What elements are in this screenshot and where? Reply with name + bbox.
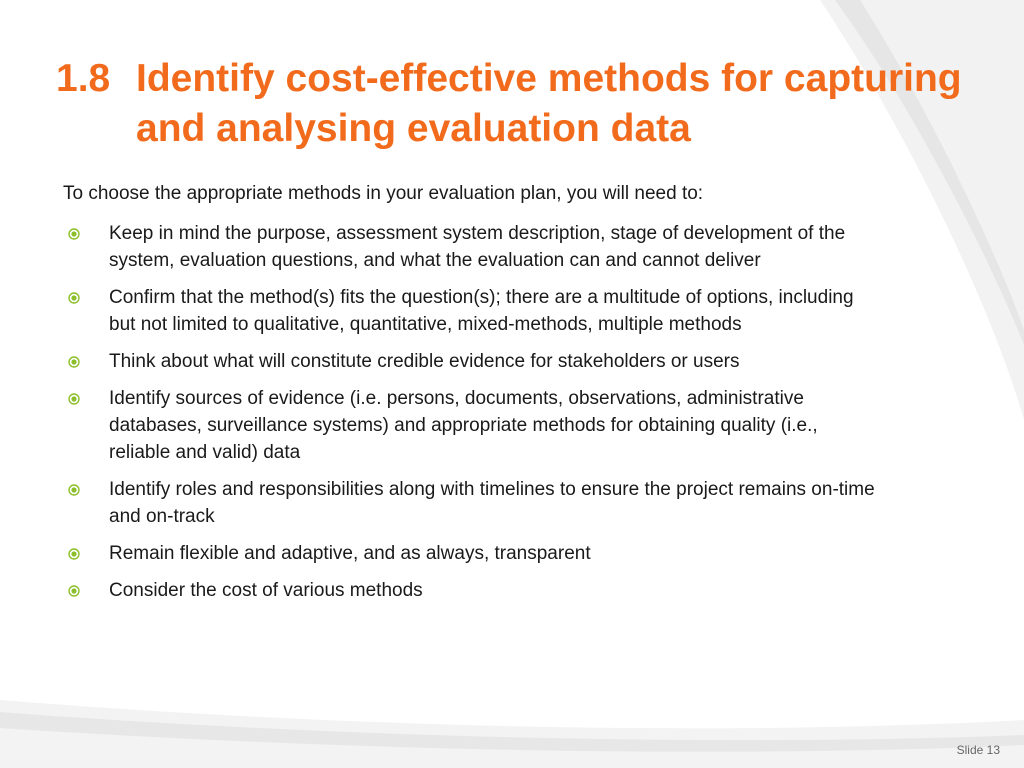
bullet-item: [63, 348, 883, 375]
radio-bullet-icon: [68, 585, 80, 597]
bullet-text: Confirm that the method(s) fits the question(s); there are a multitude of options, including but not limited to qualitative, quantitative, mixed-methods, multiple methods: [109, 287, 854, 335]
intro-text: To choose the appropriate methods in your evaluation plan, you will need to:: [63, 183, 704, 204]
bullet-text: Identify sources of evidence (i.e. persons, documents, observations, administrative databases, surveillance systems) and appropriate methods for obtaining quality (i.e., reliable and valid) data: [109, 388, 818, 463]
bullet-item: [63, 476, 883, 530]
radio-bullet-icon: [68, 548, 80, 560]
bullet-text: Identify roles and responsibilities along with timelines to ensure the project remains on-time and on-track: [109, 479, 875, 527]
bullet-item: [63, 577, 883, 604]
bullet-text: Keep in mind the purpose, assessment system description, stage of development of the system, evaluation questions, and what the evaluation can and cannot deliver: [109, 223, 846, 271]
bullet-list: [63, 220, 883, 614]
radio-bullet-icon: [68, 228, 80, 240]
radio-bullet-icon: [68, 356, 80, 368]
bullet-item: [63, 540, 883, 567]
bullet-text: Remain flexible and adaptive, and as always, transparent: [109, 543, 591, 564]
bullet-item: [63, 220, 883, 274]
radio-bullet-icon: [68, 393, 80, 405]
radio-bullet-icon: [68, 292, 80, 304]
bullet-text: Consider the cost of various methods: [109, 580, 423, 601]
bullet-item: [63, 385, 883, 466]
radio-bullet-icon: [68, 484, 80, 496]
bullet-item: [63, 284, 883, 338]
title-number: 1.8: [56, 57, 111, 100]
bullet-text: Think about what will constitute credible evidence for stakeholders or users: [109, 351, 740, 372]
slide-number: Slide 13: [956, 743, 1000, 757]
title-text: Identify cost-effective methods for capturing and analysing evaluation data: [136, 57, 962, 150]
